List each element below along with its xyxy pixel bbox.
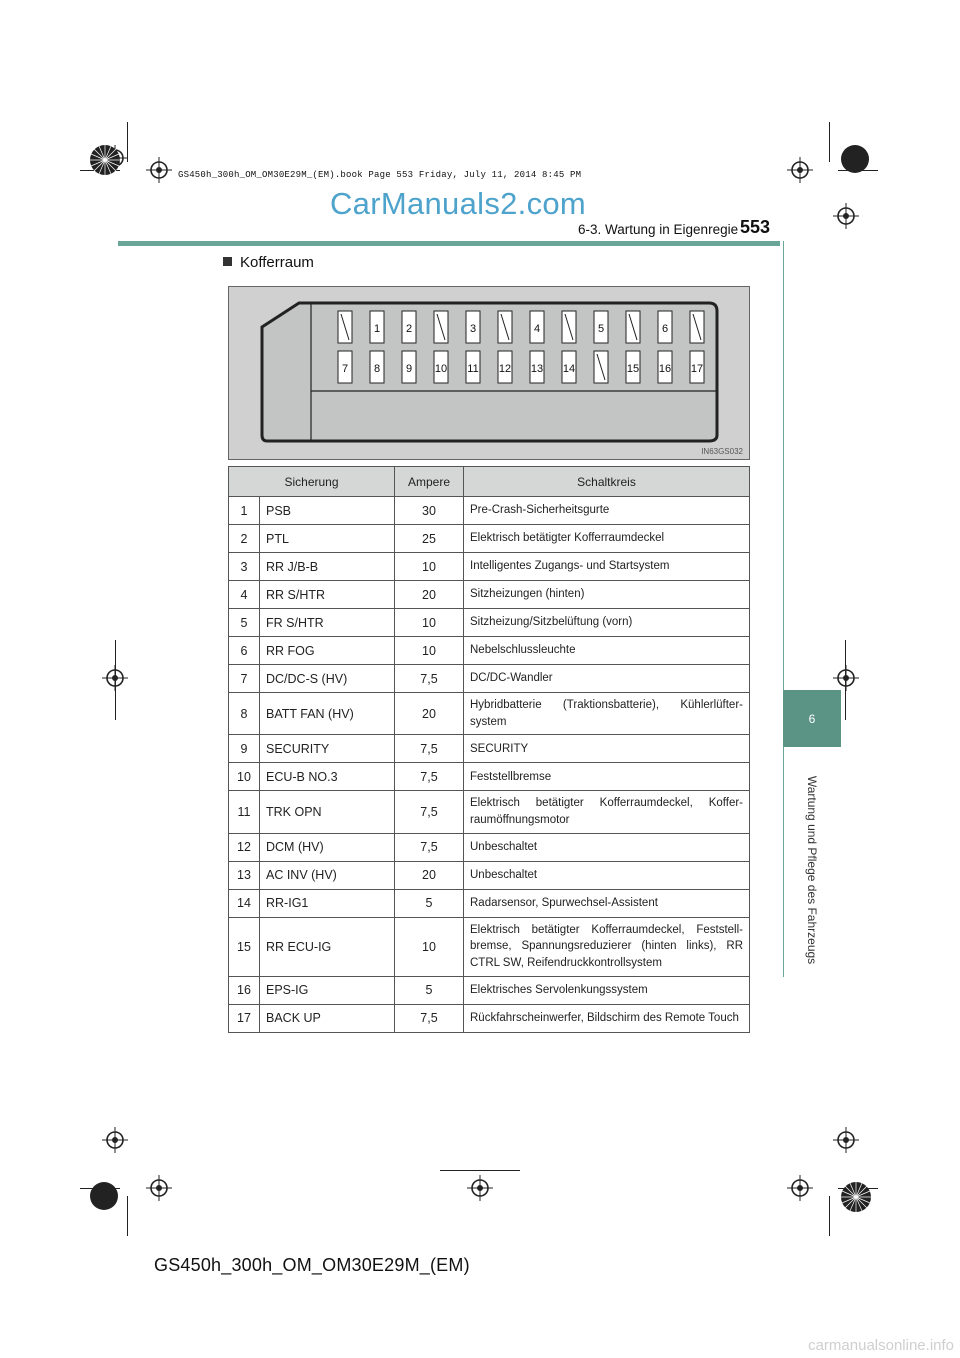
header-rule (118, 241, 780, 246)
cell-circuit: Elektrisch betätigter Kofferraumdeckel, Koffer-raumöffnungsmotor (464, 791, 750, 833)
fuse-box-svg (229, 287, 749, 459)
cell-circuit: Unbeschaltet (464, 861, 750, 889)
fuse-table-body (229, 497, 750, 1033)
solid-circle-mark-icon (88, 1180, 120, 1212)
chapter-tab (783, 690, 841, 747)
cell-amp: 20 (395, 861, 464, 889)
fuse-slot-label: 8 (373, 363, 381, 375)
cell-circuit: Elektrisches Servolenkungssystem (464, 976, 750, 1004)
side-rule (783, 241, 784, 691)
cell-circuit: Sitzheizung/Sitzbelüftung (vorn) (464, 609, 750, 637)
table-row (229, 735, 750, 763)
cell-amp: 25 (395, 525, 464, 553)
fuse-slot-label: 1 (373, 323, 381, 335)
fuse-slot-label: 7 (341, 363, 349, 375)
cell-num: 6 (229, 637, 260, 665)
table-row (229, 553, 750, 581)
cell-name: EPS-IG (260, 976, 395, 1004)
cell-circuit: Elektrisch betätigter Kofferraumdeckel, Feststell-bremse, Spannungsreduzierer (hinten links), RR CTRL SW, Reifendruckkontrollsystem (464, 917, 750, 976)
cell-num: 5 (229, 609, 260, 637)
cell-name: AC INV (HV) (260, 861, 395, 889)
solid-circle-mark-icon (839, 143, 871, 175)
cell-amp: 7,5 (395, 665, 464, 693)
cell-circuit: Feststellbremse (464, 763, 750, 791)
cell-num: 13 (229, 861, 260, 889)
cell-name: RR S/HTR (260, 581, 395, 609)
cell-circuit: DC/DC-Wandler (464, 665, 750, 693)
table-row (229, 976, 750, 1004)
table-header-row (229, 467, 750, 497)
cell-circuit: Intelligentes Zugangs- und Startsystem (464, 553, 750, 581)
starburst-mark-icon (839, 1180, 873, 1214)
registration-mark-icon (146, 1175, 172, 1201)
cell-name: ECU-B NO.3 (260, 763, 395, 791)
fuse-slot-label: 13 (530, 363, 544, 375)
fuse-slot-label: 6 (661, 323, 669, 335)
cell-circuit: Hybridbatterie (Traktionsbatterie), Kühlerlüfter-system (464, 693, 750, 735)
cell-name: RR J/B-B (260, 553, 395, 581)
table-row (229, 861, 750, 889)
cell-name: RR ECU-IG (260, 917, 395, 976)
cell-num: 7 (229, 665, 260, 693)
fuse-slot-label: 4 (533, 323, 541, 335)
cell-name: PTL (260, 525, 395, 553)
table-row (229, 917, 750, 976)
cell-num: 11 (229, 791, 260, 833)
page-number: 553 (740, 217, 771, 237)
cell-circuit: Sitzheizungen (hinten) (464, 581, 750, 609)
table-row (229, 497, 750, 525)
cell-amp: 7,5 (395, 833, 464, 861)
header-ampere: Ampere (395, 467, 464, 497)
cell-num: 14 (229, 889, 260, 917)
fuse-slot-label: 16 (658, 363, 672, 375)
cell-name: TRK OPN (260, 791, 395, 833)
section-title: 6-3. Wartung in Eigenregie (578, 222, 739, 237)
cell-num: 15 (229, 917, 260, 976)
cell-circuit: Unbeschaltet (464, 833, 750, 861)
cell-name: DCM (HV) (260, 833, 395, 861)
cell-num: 12 (229, 833, 260, 861)
registration-mark-icon (102, 1127, 128, 1153)
cell-amp: 10 (395, 609, 464, 637)
registration-mark-icon (833, 1127, 859, 1153)
cell-num: 16 (229, 976, 260, 1004)
registration-mark-icon (102, 665, 128, 691)
header-circuit: Schaltkreis (464, 467, 750, 497)
cell-name: BATT FAN (HV) (260, 693, 395, 735)
chapter-number: 6 (808, 711, 816, 726)
table-row (229, 791, 750, 833)
cell-circuit: Rückfahrscheinwerfer, Bildschirm des Remote Touch (464, 1004, 750, 1032)
registration-mark-icon (146, 157, 172, 183)
fuse-table (228, 466, 750, 1033)
header-fuse: Sicherung (229, 467, 395, 497)
table-row (229, 833, 750, 861)
book-info-line: GS450h_300h_OM_OM30E29M_(EM).book Page 553 Friday, July 11, 2014 8:45 PM (178, 170, 582, 180)
table-row (229, 665, 750, 693)
table-row (229, 763, 750, 791)
watermark-top[interactable]: CarManuals2.com (330, 186, 587, 221)
table-row (229, 637, 750, 665)
registration-mark-icon (467, 1175, 493, 1201)
fuse-slot-label: 17 (690, 363, 704, 375)
cell-amp: 10 (395, 553, 464, 581)
table-row (229, 1004, 750, 1032)
table-row (229, 889, 750, 917)
cell-name: BACK UP (260, 1004, 395, 1032)
table-row (229, 581, 750, 609)
fuse-slot-label: 2 (405, 323, 413, 335)
table-row (229, 693, 750, 735)
cell-name: SECURITY (260, 735, 395, 763)
cell-amp: 30 (395, 497, 464, 525)
cell-name: RR-IG1 (260, 889, 395, 917)
fuse-slot-label: 14 (562, 363, 576, 375)
diagram-code: IN63GS032 (701, 447, 743, 456)
fuse-box-outline (262, 303, 717, 441)
side-rule-lower (783, 747, 784, 977)
chapter-label: Wartung und Pflege des Fahrzeugs (805, 775, 819, 965)
fuse-box-diagram (228, 286, 750, 460)
fuse-slot-label: 10 (434, 363, 448, 375)
cell-circuit: Radarsensor, Spurwechsel-Assistent (464, 889, 750, 917)
footer-code: GS450h_300h_OM_OM30E29M_(EM) (154, 1255, 470, 1275)
cell-num: 2 (229, 525, 260, 553)
registration-mark-icon (833, 203, 859, 229)
cell-amp: 7,5 (395, 1004, 464, 1032)
cell-circuit: Nebelschlussleuchte (464, 637, 750, 665)
cell-name: DC/DC-S (HV) (260, 665, 395, 693)
bullet-square-icon (223, 257, 232, 266)
cell-amp: 5 (395, 976, 464, 1004)
fuse-slot-label: 5 (597, 323, 605, 335)
cell-circuit: Elektrisch betätigter Kofferraumdeckel (464, 525, 750, 553)
cell-num: 8 (229, 693, 260, 735)
cell-amp: 7,5 (395, 763, 464, 791)
cell-amp: 7,5 (395, 735, 464, 763)
fuse-slot-label: 3 (469, 323, 477, 335)
registration-mark-icon (833, 665, 859, 691)
starburst-mark-icon (88, 143, 122, 177)
registration-mark-icon (787, 1175, 813, 1201)
cell-amp: 20 (395, 581, 464, 609)
cell-num: 10 (229, 763, 260, 791)
cell-name: PSB (260, 497, 395, 525)
cell-num: 1 (229, 497, 260, 525)
cell-amp: 10 (395, 637, 464, 665)
section-heading (223, 254, 314, 271)
cell-amp: 20 (395, 693, 464, 735)
fuse-slot-label: 11 (467, 363, 479, 375)
fuse-slot-label: 15 (626, 363, 640, 375)
cell-amp: 5 (395, 889, 464, 917)
cell-num: 4 (229, 581, 260, 609)
watermark-bottom[interactable]: carmanualsonline.info (808, 1337, 954, 1354)
cell-num: 17 (229, 1004, 260, 1032)
cell-amp: 7,5 (395, 791, 464, 833)
cell-amp: 10 (395, 917, 464, 976)
cell-circuit: SECURITY (464, 735, 750, 763)
fuse-slot-label: 9 (405, 363, 413, 375)
fuse-slot-label: 12 (498, 363, 512, 375)
heading-text: Kofferraum (240, 254, 314, 271)
cell-name: RR FOG (260, 637, 395, 665)
cell-num: 3 (229, 553, 260, 581)
table-row (229, 609, 750, 637)
cell-num: 9 (229, 735, 260, 763)
table-row (229, 525, 750, 553)
cell-name: FR S/HTR (260, 609, 395, 637)
cell-circuit: Pre-Crash-Sicherheitsgurte (464, 497, 750, 525)
registration-mark-icon (787, 157, 813, 183)
